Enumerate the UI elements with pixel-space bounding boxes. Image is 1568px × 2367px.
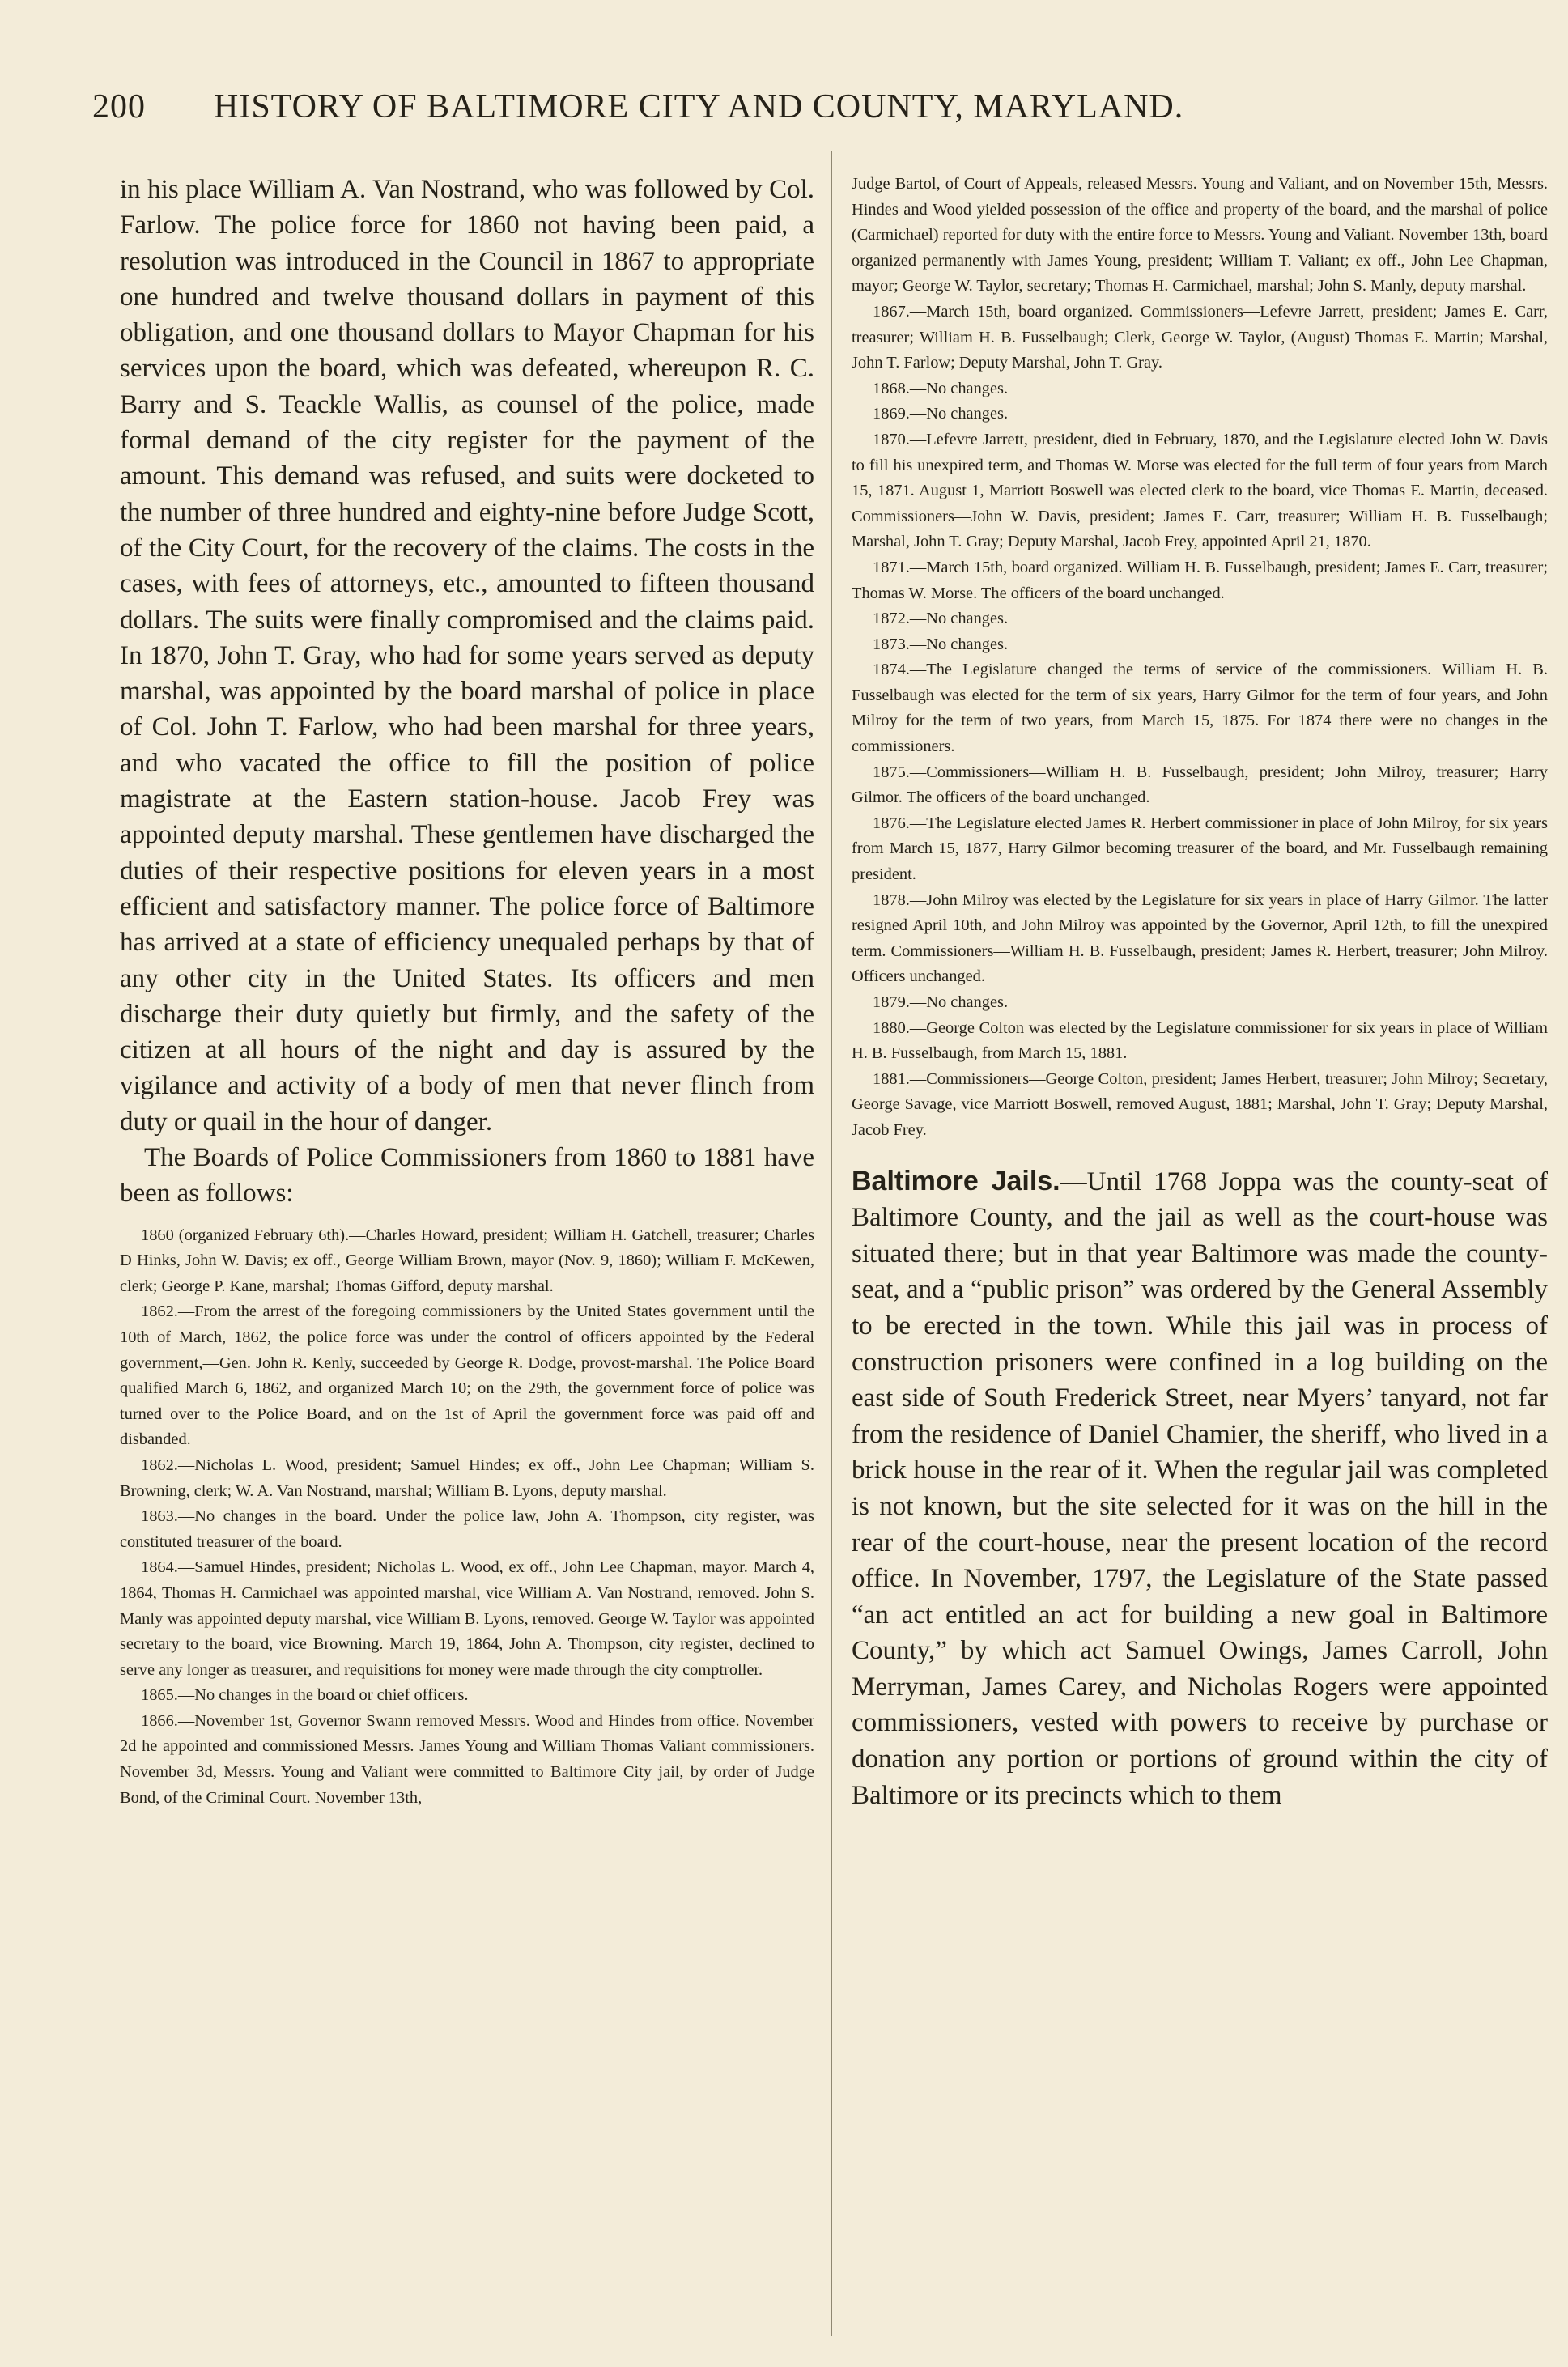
jails-section [852, 1163, 1548, 1814]
commission-entry: 1875.—Commissioners—William H. B. Fusselbaugh, president; John Milroy, treasurer; Harry Gilmor. The officers of the board unchanged. [852, 763, 1548, 807]
commission-entry: 1866.—November 1st, Governor Swann removed Messrs. Wood and Hindes from office. November 2d he appointed and commissioned Messrs. James Young and William Thomas Valiant commissioners. November 3d, Messrs. Young and Valiant were committed to Baltimore City jail, by order of Judge Bond, of the Criminal Court. November 13th, [120, 1711, 814, 1807]
commission-entry: 1868.—No changes. [873, 379, 1009, 397]
running-title: HISTORY OF BALTIMORE CITY AND COUNTY, MARYLAND. [214, 88, 1184, 125]
commission-entry: 1864.—Samuel Hindes, president; Nicholas L. Wood, ex off., John Lee Chapman, mayor. March 4, 1864, Thomas H. Carmichael was appointed marshal, vice William A. Van Nostrand, removed. John S. Manly was appointed deputy marshal, vice William B. Lyons, removed. George W. Taylor was appointed secretary to the board, vice Browning. March 19, 1864, John A. Thompson, city register, declined to serve any longer as treasurer, and requisitions for money were made through the city comptroller. [120, 1558, 814, 1679]
commission-entry: 1867.—March 15th, board organized. Commissioners—Lefevre Jarrett, president; James E. Carr, treasurer; William H. B. Fusselbaugh; Clerk, George W. Taylor, (August) Thomas E. Martin; Marshal, John T. Farlow; Deputy Marshal, John T. Gray. [852, 302, 1548, 372]
column-divider [831, 151, 832, 2336]
commission-entry: 1860 (organized February 6th).—Charles Howard, president; William H. Gatchell, treasurer; Charles D Hinks, John W. Davis; ex off., George William Brown, mayor (Nov. 9, 1860); William F. McKewen, clerk; George P. Kane, marshal; Thomas Gifford, deputy marshal. [120, 1226, 814, 1295]
page-header [92, 87, 1566, 126]
commission-entry: 1876.—The Legislature elected James R. Herbert commissioner in place of John Milroy, for six years from March 15, 1877, Harry Gilmor becoming treasurer of the board, and Mr. Fusselbaugh remaining president. [852, 814, 1548, 884]
body-paragraph: in his place William A. Van Nostrand, who was followed by Col. Farlow. The police force for 1860 not having been paid, a resolution was introduced in the Council in 1867 to appropriate one hundred and twelve thousand dollars in payment of this obligation, and one thousand dollars to Mayor Chapman for his services upon the board, which was defeated, whereupon R. C. Barry and S. Teackle Wallis, as counsel of the police, made formal demand of the city register for the payment of the amount. This demand was refused, and suits were docketed to the number of three hundred and eighty-nine before Judge Scott, of the City Court, for the recovery of the claims. The costs in the cases, with fees of attorneys, etc., amounted to fifteen thousand dollars. The suits were finally compromised and the claims paid. In 1870, John T. Gray, who had for some years served as deputy marshal, was appointed by the board marshal of police in place of Col. John T. Farlow, who had been marshal for three years, and who vacated the office to fill the position of police magistrate at the Eastern station-house. Jacob Frey was appointed deputy marshal. These gentlemen have discharged the duties of their respective positions for eleven years in a most efficient and satisfactory manner. The police force of Baltimore has arrived at a state of efficiency unequaled perhaps by that of any other city in the United States. Its officers and men discharge their duty quietly but firmly, and the safety of the citizen at all hours of the night and day is assured by the vigilance and activity of a body of men that never flinch from duty or quail in the hour of danger. [120, 175, 814, 1137]
body-paragraph: The Boards of Police Commissioners from 1860 to 1881 have been as follows: [120, 1143, 814, 1209]
jails-paragraph: —Until 1768 Joppa was the county-seat of Baltimore County, and the jail as well as the court-house was situated there; but in that year Baltimore was made the county-seat, and a “public prison” was ordered by the General Assembly to be erected in the town. While this jail was in process of construction prisoners were confined in a log building on the east side of South Frederick Street, near Myers’ tanyard, not far from the residence of Daniel Chamier, the sheriff, who lived in a brick house in the rear of it. When the regular jail was completed is not known, but the site selected for it was on the hill in the rear of the court-house, near the present location of the record office. In November, 1797, the Legislature of the State passed “an act entitled an act for building a new goal in Baltimore County,” by which act Samuel Owings, James Carroll, John Merryman, James Carey, and Nicholas Rogers were appointed commissioners, vested with powers to receive by purchase or donation any portion or portions of ground within the city of Baltimore or its precincts which to them [852, 1167, 1548, 1810]
commission-entry: 1865.—No changes in the board or chief officers. [141, 1686, 469, 1705]
commission-entry: 1874.—The Legislature changed the terms of service of the commissioners. William H. B. Fusselbaugh was elected for the term of six years, Harry Gilmor for the term of four years, and John Milroy for the term of two years, from March 15, 1875. For 1874 there were no changes in the commissioners. [852, 661, 1548, 756]
commission-entry: 1869.—No changes. [873, 405, 1009, 423]
commission-entry: 1871.—March 15th, board organized. William H. B. Fusselbaugh, president; James E. Carr, treasurer; Thomas W. Morse. The officers of the board unchanged. [852, 558, 1548, 602]
commission-entry: 1873.—No changes. [873, 635, 1009, 653]
left-column [120, 172, 814, 1811]
commission-entry: 1862.—Nicholas L. Wood, president; Samuel Hindes; ex off., John Lee Chapman; William S. Browning, clerk; W. A. Van Nostrand, marshal; William B. Lyons, deputy marshal. [120, 1455, 814, 1500]
commission-entry: 1872.—No changes. [873, 610, 1009, 628]
commission-entry: 1879.—No changes. [873, 993, 1009, 1011]
commission-entry: Judge Bartol, of Court of Appeals, released Messrs. Young and Valiant, and on November 15th, Messrs. Hindes and Wood yielded possession of the office and property of the board, and the marshal of police (Carmichael) reported for duty with the entire force to Messrs. Young and Valiant. November 13th, board organized permanently with James Young, president; William T. Valiant; ex off., John Lee Chapman, mayor; George W. Taylor, secretary; Thomas H. Carmichael, marshal; John S. Manly, deputy marshal. [852, 175, 1548, 295]
spacer [120, 1212, 814, 1223]
page-number: 200 [92, 88, 146, 125]
section-heading: Baltimore Jails. [852, 1165, 1060, 1196]
commission-entry: 1862.—From the arrest of the foregoing commissioners by the United States government until the 10th of March, 1862, the police force was under the control of officers appointed by the Federal government,—Gen. John R. Kenly, succeeded by George R. Dodge, provost-marshal. The Police Board qualified March 6, 1862, and organized March 10; on the 29th, the government force of police was turned over to the Police Board, and on the 1st of April the government force was paid off and disbanded. [120, 1302, 814, 1449]
commission-entry: 1880.—George Colton was elected by the Legislature commissioner for six years in place of William H. B. Fusselbaugh, from March 15, 1881. [852, 1018, 1548, 1063]
commission-entry: 1870.—Lefevre Jarrett, president, died in February, 1870, and the Legislature elected John W. Davis to fill his unexpired term, and Thomas W. Morse was elected for the full term of four years from March 15, 1871. August 1, Marriott Boswell was elected clerk to the board, vice Thomas E. Martin, deceased. Commissioners—John W. Davis, president; James E. Carr, treasurer; William H. B. Fusselbaugh; Marshal, John T. Gray; Deputy Marshal, Jacob Frey, appointed April 21, 1870. [852, 430, 1548, 551]
commission-entry: 1881.—Commissioners—George Colton, president; James Herbert, treasurer; John Milroy; Secretary, George Savage, vice Marriott Boswell, removed August, 1881; Marshal, John T. Gray; Deputy Marshal, Jacob Frey. [852, 1069, 1548, 1139]
right-column [852, 172, 1548, 1813]
commission-entry: 1878.—John Milroy was elected by the Legislature for six years in place of Harry Gilmor. The latter resigned April 10th, and John Milroy was appointed by the Governor, April 12th, to fill the unexpired term. Commissioners—William H. B. Fusselbaugh, president; James R. Herbert, treasurer; John Milroy. Officers unchanged. [852, 890, 1548, 986]
commission-entry: 1863.—No changes in the board. Under the police law, John A. Thompson, city register, was constituted treasurer of the board. [120, 1507, 814, 1551]
spacer [852, 1144, 1548, 1163]
